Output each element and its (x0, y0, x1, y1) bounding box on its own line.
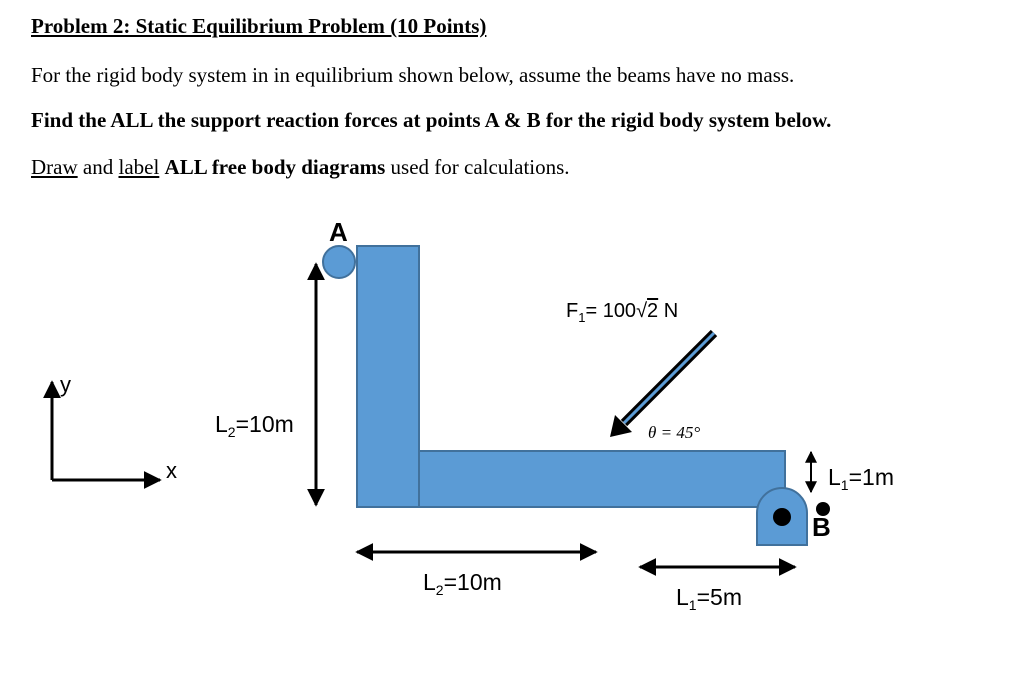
label-word: label (118, 155, 160, 179)
draw-word: Draw (31, 155, 78, 179)
y-axis-label: y (60, 372, 71, 397)
support-b-hole (773, 508, 791, 526)
assumption-text: For the rigid body system in in equilibrium shown below, assume the beams have no mass. (31, 63, 795, 87)
problem-title: Problem 2: Static Equilibrium Problem (10 Points) (31, 14, 487, 38)
horizontal-beam (419, 451, 785, 507)
l2-vertical-label: $L_2=10m$ (215, 411, 294, 440)
point-a-label: A (329, 217, 348, 247)
force-f1-label: $F_1= 100√2$ N (566, 300, 679, 325)
task-text: Find the ALL the support reaction forces at points A & B for the rigid body system below. (31, 108, 832, 132)
l1-horizontal-label: $L_1=5m$ (676, 584, 742, 613)
support-a-pin (323, 246, 355, 278)
bold-phrase: ALL free body diagrams (164, 155, 386, 179)
x-axis-label: x (166, 458, 177, 483)
l1-vertical-label: $L_1=1m$ (828, 464, 894, 493)
sqrt-symbol: √ (636, 300, 648, 322)
angle-label: θ = 45° (648, 423, 701, 442)
and-word: and (77, 155, 119, 179)
rest-text: used for calculations. (385, 155, 570, 179)
vertical-beam (357, 246, 419, 507)
force-f1-inner (624, 333, 714, 423)
coordinate-axes (52, 372, 177, 483)
l2-horizontal-label: $L_2=10m$ (423, 569, 502, 598)
point-b-label: B (812, 512, 831, 542)
